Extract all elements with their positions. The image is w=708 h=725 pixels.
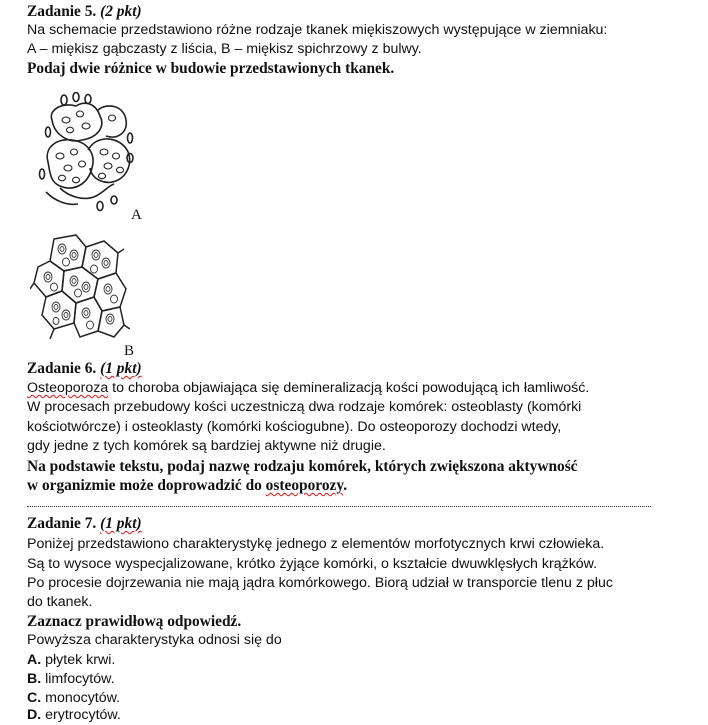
task5-heading — [27, 2, 142, 21]
task6-text-line-1 — [27, 379, 589, 398]
option-b-letter: B. — [27, 671, 42, 687]
option-a-text: płytek krwi. — [41, 652, 116, 668]
task7-text-line-2: Są to wysoce wyspecjalizowane, krótko żyjące komórki, o kształcie dwuwklęsłych krążków. — [27, 556, 598, 572]
term-osteoporoza: Osteoporoza — [27, 380, 109, 396]
figure-b-label: B — [124, 343, 135, 359]
task6-text-line-4: gdy jedne z tych komórek są bardziej aktywne niż drugie. — [27, 438, 386, 454]
task5-instruction: Podaj dwie różnice w budowie przedstawionych tkanek. — [27, 60, 395, 77]
option-d[interactable] — [27, 706, 121, 725]
task7-text-line-3: Po procesie dojrzewania nie mają jądra komórkowego. Biorą udział w transporcie tlenu z płuc — [27, 575, 613, 591]
task5-text-line-1: Na schemacie przedstawiono różne rodzaje tkanek miękiszowych występujące w ziemniaku: — [27, 22, 608, 38]
figure-a-spongy-parenchyma — [38, 92, 138, 217]
task6-text-line-1-rest: to choroba objawiająca się demineralizacją kości powodującą ich łamliwość. — [108, 380, 590, 396]
figure-b-storage-parenchyma — [30, 233, 130, 345]
task6-question-line-2-start: w organizmie może doprowadzić do — [27, 477, 266, 494]
option-b-text: limfocytów. — [41, 671, 115, 687]
task7-heading — [27, 514, 142, 533]
option-d-text: erytrocytów. — [41, 707, 121, 723]
task7-instruction: Zaznacz prawidłową odpowiedź. — [27, 613, 242, 630]
option-a[interactable] — [27, 651, 115, 670]
task6-text-line-3: kościotwórcze) i osteoklasty (komórki kościogubne). Do osteoporozy dochodzi wtedy, — [27, 419, 562, 435]
task6-question-line-1: Na podstawie tekstu, podaj nazwę rodzaju komórek, których zwiększona aktywność — [27, 458, 578, 475]
answer-line — [27, 506, 651, 507]
task6-title: Zadanie 6. — [27, 360, 97, 377]
task6-question-line-2 — [27, 476, 347, 495]
task7-title: Zadanie 7. — [27, 515, 97, 532]
option-a-letter: A. — [27, 652, 42, 668]
task6-heading — [27, 359, 142, 378]
option-c-letter: C. — [27, 690, 42, 706]
task5-title: Zadanie 5. — [27, 3, 97, 20]
figure-a-label: A — [131, 207, 142, 223]
task7-text-line-1: Poniżej przedstawiono charakterystykę jednego z elementów morfotycznych krwi człowieka. — [27, 536, 605, 552]
option-d-letter: D. — [27, 707, 42, 723]
task7-points: (1 pkt) — [100, 515, 142, 532]
term-osteoporozy: osteoporozy — [265, 477, 344, 494]
task7-stem: Powyższa charakterystyka odnosi się do — [27, 632, 282, 648]
option-c-text: monocytów. — [41, 690, 121, 706]
task5-text-line-2: A – miękisz gąbczasty z liścia, B – miękisz spichrzowy z bulwy. — [27, 41, 422, 57]
task5-points: (2 pkt) — [100, 3, 142, 20]
task6-question-line-2-end: . — [343, 477, 348, 494]
option-b[interactable] — [27, 670, 115, 689]
task6-points: (1 pkt) — [100, 360, 142, 377]
task7-text-line-4: do tkanek. — [27, 594, 93, 610]
task6-text-line-2: W procesach przebudowy kości uczestniczą dwa rodzaje komórek: osteoblasty (komórki — [27, 399, 582, 415]
